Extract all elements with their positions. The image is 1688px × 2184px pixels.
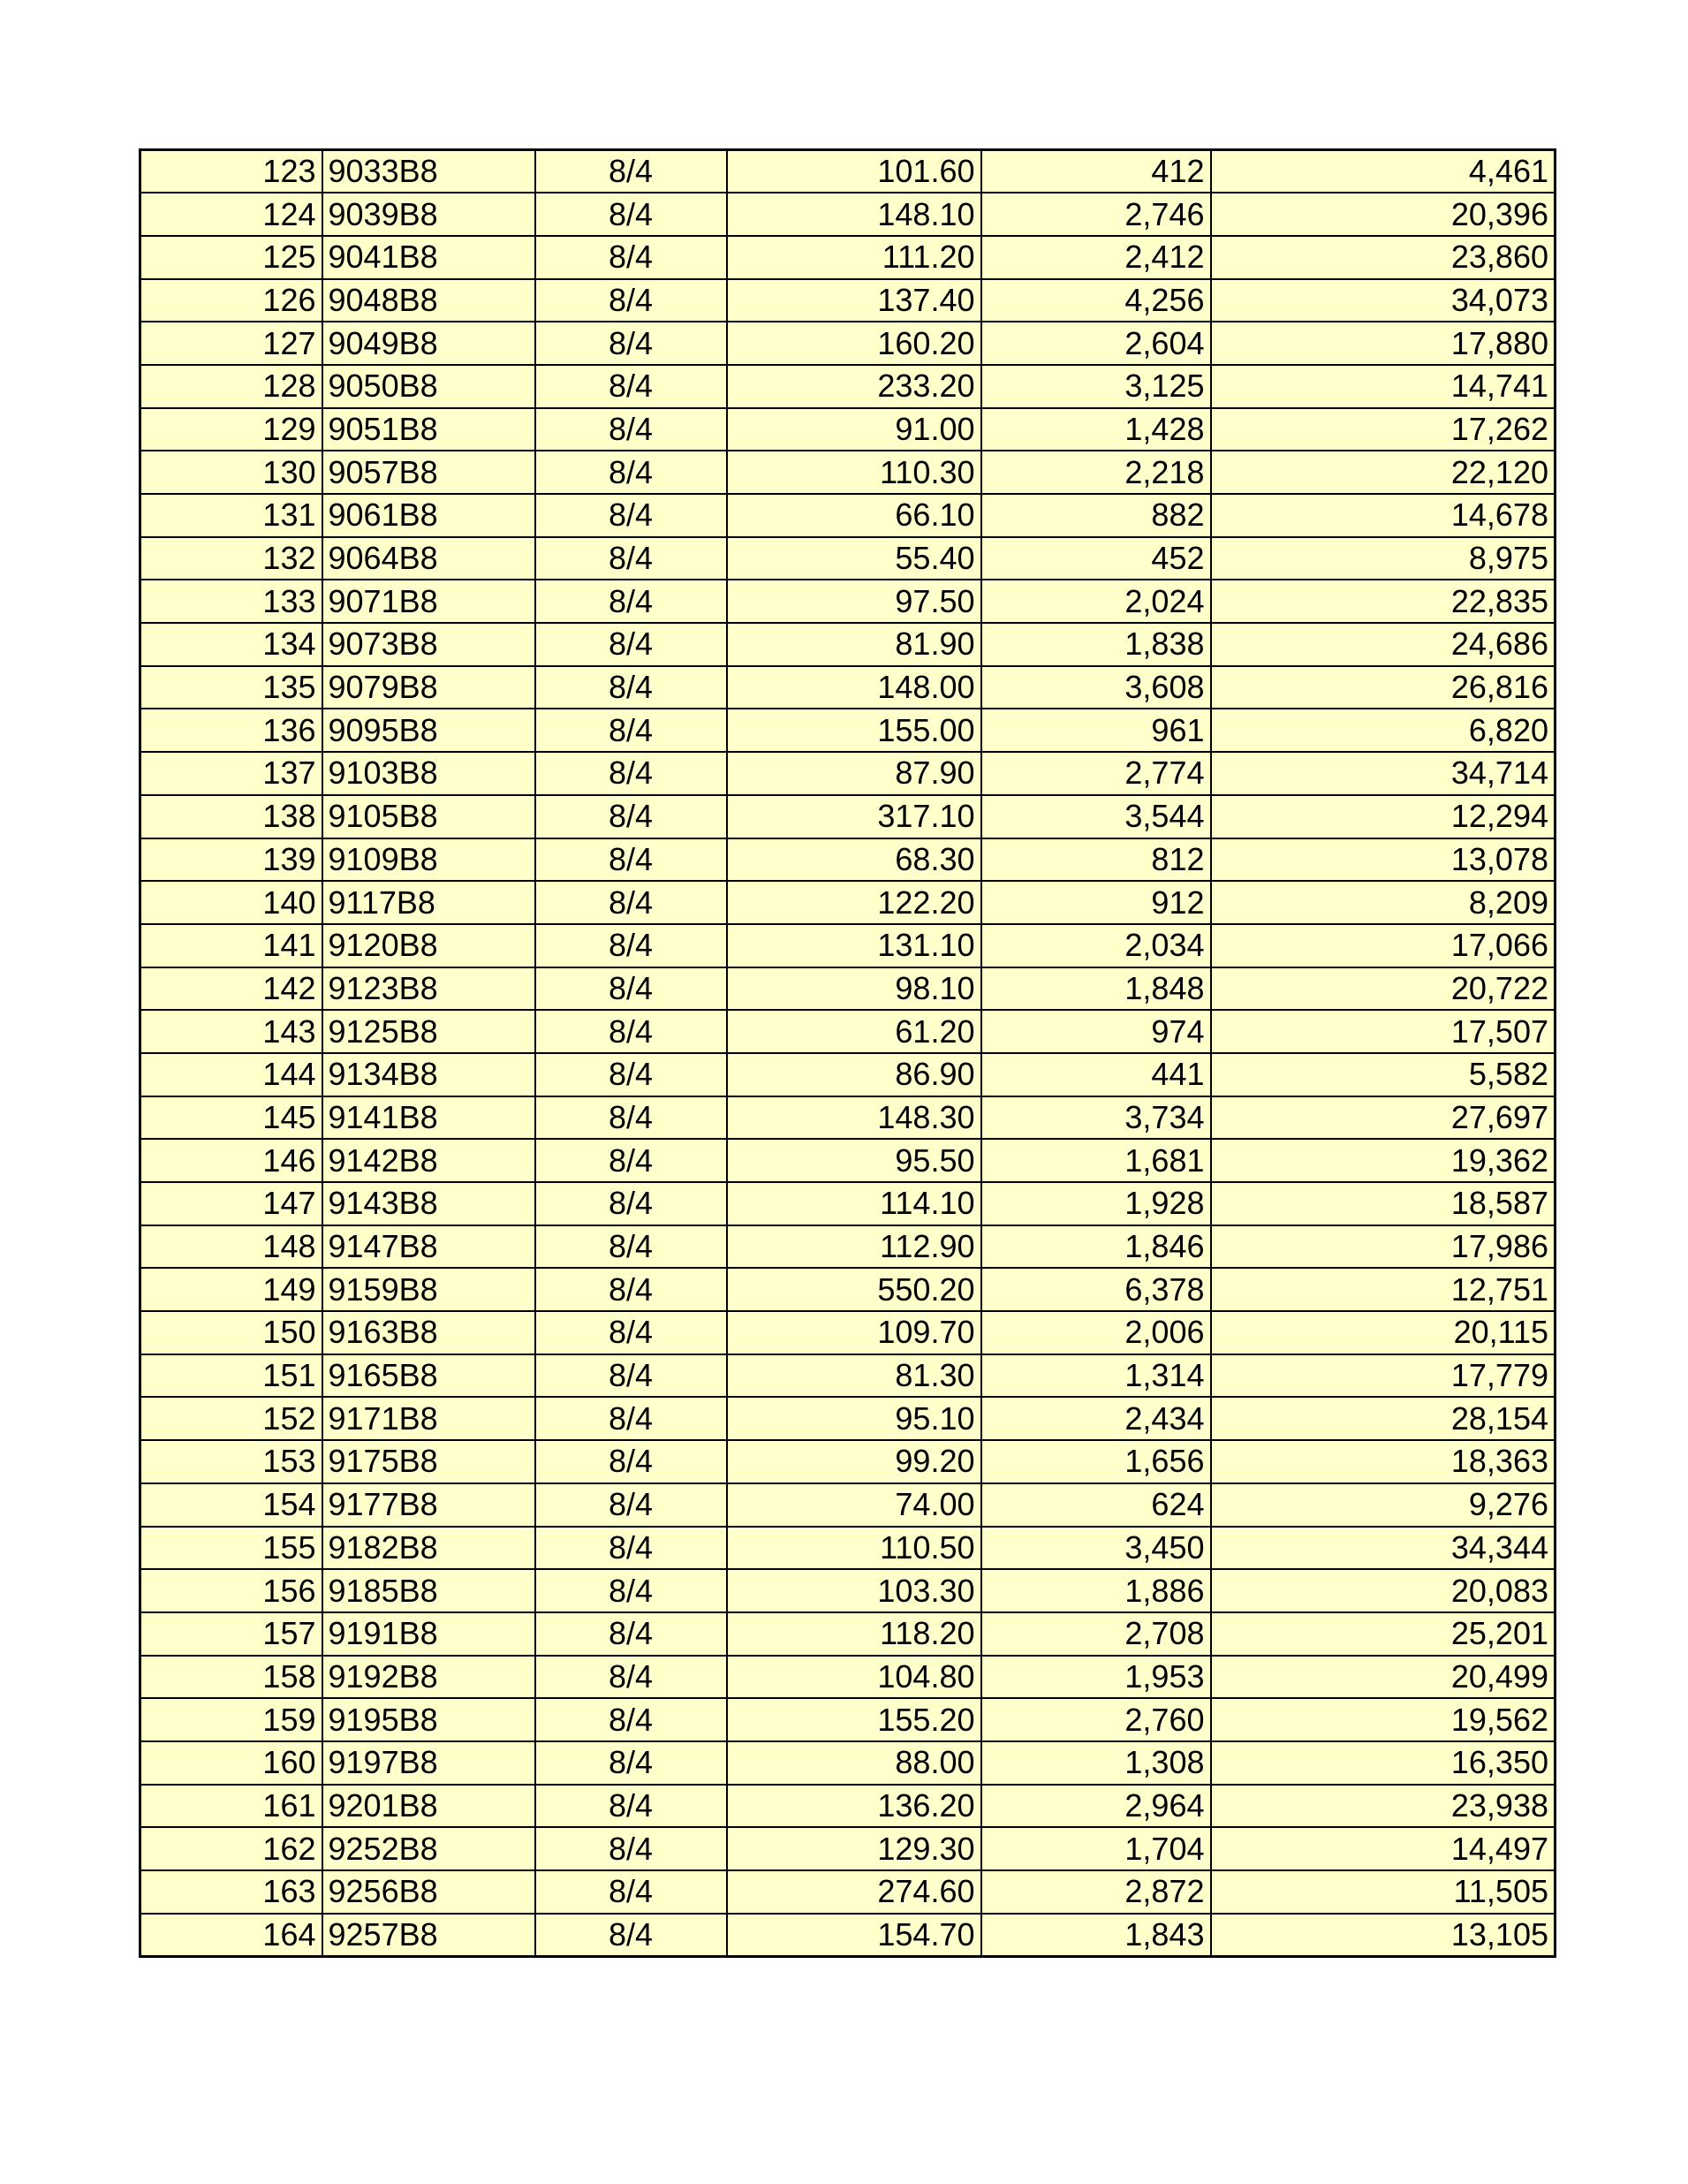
table-row (140, 709, 1556, 752)
table-row (140, 1182, 1556, 1225)
row-index-cell: 163 (140, 1870, 322, 1914)
item-code-cell: 9143B8 (322, 1182, 535, 1225)
value-2-cell: 2,746 (981, 193, 1211, 236)
table-row (140, 1569, 1556, 1612)
grade-cell: 8/4 (535, 1698, 727, 1741)
grade-cell: 8/4 (535, 1440, 727, 1483)
item-code-cell: 9109B8 (322, 838, 535, 882)
value-2-cell: 2,034 (981, 924, 1211, 967)
row-index-cell: 159 (140, 1698, 322, 1741)
grade-cell: 8/4 (535, 193, 727, 236)
value-2-cell: 6,378 (981, 1268, 1211, 1311)
value-3-cell: 34,714 (1211, 752, 1556, 795)
value-2-cell: 3,734 (981, 1096, 1211, 1140)
grade-cell: 8/4 (535, 1053, 727, 1096)
value-3-cell: 25,201 (1211, 1612, 1556, 1656)
row-index-cell: 133 (140, 580, 322, 623)
value-3-cell: 13,078 (1211, 838, 1556, 882)
row-index-cell: 131 (140, 494, 322, 537)
item-code-cell: 9252B8 (322, 1827, 535, 1870)
item-code-cell: 9050B8 (322, 365, 535, 408)
value-2-cell: 1,953 (981, 1656, 1211, 1699)
row-index-cell: 141 (140, 924, 322, 967)
grade-cell: 8/4 (535, 1010, 727, 1053)
row-index-cell: 123 (140, 150, 322, 193)
item-code-cell: 9182B8 (322, 1527, 535, 1570)
row-index-cell: 127 (140, 322, 322, 365)
item-code-cell: 9134B8 (322, 1053, 535, 1096)
table-body (140, 150, 1556, 1957)
grade-cell: 8/4 (535, 1483, 727, 1527)
value-2-cell: 1,928 (981, 1182, 1211, 1225)
grade-cell: 8/4 (535, 1914, 727, 1957)
value-3-cell: 18,363 (1211, 1440, 1556, 1483)
grade-cell: 8/4 (535, 1612, 727, 1656)
item-code-cell: 9048B8 (322, 279, 535, 322)
value-2-cell: 1,838 (981, 623, 1211, 666)
table-row (140, 881, 1556, 924)
value-2-cell: 441 (981, 1053, 1211, 1096)
value-2-cell: 1,846 (981, 1225, 1211, 1269)
grade-cell: 8/4 (535, 1354, 727, 1398)
value-2-cell: 2,708 (981, 1612, 1211, 1656)
grade-cell: 8/4 (535, 150, 727, 193)
item-code-cell: 9165B8 (322, 1354, 535, 1398)
row-index-cell: 132 (140, 537, 322, 580)
row-index-cell: 144 (140, 1053, 322, 1096)
data-table (139, 148, 1556, 1958)
value-1-cell: 97.50 (727, 580, 981, 623)
item-code-cell: 9120B8 (322, 924, 535, 967)
grade-cell: 8/4 (535, 537, 727, 580)
table-row (140, 537, 1556, 580)
value-3-cell: 34,344 (1211, 1527, 1556, 1570)
item-code-cell: 9142B8 (322, 1139, 535, 1182)
value-2-cell: 1,656 (981, 1440, 1211, 1483)
grade-cell: 8/4 (535, 322, 727, 365)
table-row (140, 236, 1556, 279)
table-row (140, 322, 1556, 365)
grade-cell: 8/4 (535, 1139, 727, 1182)
table-row (140, 795, 1556, 838)
item-code-cell: 9061B8 (322, 494, 535, 537)
grade-cell: 8/4 (535, 1311, 727, 1354)
item-code-cell: 9041B8 (322, 236, 535, 279)
value-3-cell: 20,115 (1211, 1311, 1556, 1354)
value-3-cell: 5,582 (1211, 1053, 1556, 1096)
item-code-cell: 9103B8 (322, 752, 535, 795)
row-index-cell: 135 (140, 666, 322, 709)
value-2-cell: 452 (981, 537, 1211, 580)
row-index-cell: 124 (140, 193, 322, 236)
value-3-cell: 19,362 (1211, 1139, 1556, 1182)
grade-cell: 8/4 (535, 967, 727, 1011)
item-code-cell: 9071B8 (322, 580, 535, 623)
value-3-cell: 17,779 (1211, 1354, 1556, 1398)
value-3-cell: 14,741 (1211, 365, 1556, 408)
table-row (140, 1741, 1556, 1785)
table-row (140, 1527, 1556, 1570)
value-1-cell: 160.20 (727, 322, 981, 365)
table-row (140, 1311, 1556, 1354)
value-1-cell: 233.20 (727, 365, 981, 408)
row-index-cell: 148 (140, 1225, 322, 1269)
table-row (140, 1397, 1556, 1440)
value-3-cell: 14,678 (1211, 494, 1556, 537)
grade-cell: 8/4 (535, 838, 727, 882)
grade-cell: 8/4 (535, 1785, 727, 1828)
value-3-cell: 24,686 (1211, 623, 1556, 666)
row-index-cell: 134 (140, 623, 322, 666)
value-3-cell: 22,120 (1211, 451, 1556, 494)
value-1-cell: 137.40 (727, 279, 981, 322)
grade-cell: 8/4 (535, 1527, 727, 1570)
row-index-cell: 137 (140, 752, 322, 795)
value-2-cell: 3,450 (981, 1527, 1211, 1570)
value-1-cell: 118.20 (727, 1612, 981, 1656)
value-2-cell: 1,704 (981, 1827, 1211, 1870)
row-index-cell: 161 (140, 1785, 322, 1828)
row-index-cell: 129 (140, 408, 322, 451)
grade-cell: 8/4 (535, 666, 727, 709)
table-row (140, 1612, 1556, 1656)
value-2-cell: 2,760 (981, 1698, 1211, 1741)
value-2-cell: 2,412 (981, 236, 1211, 279)
value-2-cell: 2,218 (981, 451, 1211, 494)
item-code-cell: 9117B8 (322, 881, 535, 924)
item-code-cell: 9064B8 (322, 537, 535, 580)
value-3-cell: 26,816 (1211, 666, 1556, 709)
grade-cell: 8/4 (535, 408, 727, 451)
value-3-cell: 23,860 (1211, 236, 1556, 279)
row-index-cell: 154 (140, 1483, 322, 1527)
value-1-cell: 86.90 (727, 1053, 981, 1096)
table-row (140, 1656, 1556, 1699)
item-code-cell: 9195B8 (322, 1698, 535, 1741)
table-row (140, 150, 1556, 193)
item-code-cell: 9057B8 (322, 451, 535, 494)
value-2-cell: 2,964 (981, 1785, 1211, 1828)
grade-cell: 8/4 (535, 1225, 727, 1269)
row-index-cell: 146 (140, 1139, 322, 1182)
value-1-cell: 136.20 (727, 1785, 981, 1828)
value-3-cell: 20,083 (1211, 1569, 1556, 1612)
table-row (140, 924, 1556, 967)
value-2-cell: 2,774 (981, 752, 1211, 795)
item-code-cell: 9256B8 (322, 1870, 535, 1914)
value-3-cell: 9,276 (1211, 1483, 1556, 1527)
value-1-cell: 98.10 (727, 967, 981, 1011)
value-1-cell: 155.00 (727, 709, 981, 752)
value-1-cell: 55.40 (727, 537, 981, 580)
value-3-cell: 12,751 (1211, 1268, 1556, 1311)
value-2-cell: 1,681 (981, 1139, 1211, 1182)
item-code-cell: 9177B8 (322, 1483, 535, 1527)
value-1-cell: 155.20 (727, 1698, 981, 1741)
value-1-cell: 131.10 (727, 924, 981, 967)
row-index-cell: 136 (140, 709, 322, 752)
row-index-cell: 140 (140, 881, 322, 924)
grade-cell: 8/4 (535, 795, 727, 838)
table-row (140, 193, 1556, 236)
table-row (140, 1225, 1556, 1269)
grade-cell: 8/4 (535, 279, 727, 322)
grade-cell: 8/4 (535, 1870, 727, 1914)
grade-cell: 8/4 (535, 365, 727, 408)
value-3-cell: 17,066 (1211, 924, 1556, 967)
grade-cell: 8/4 (535, 709, 727, 752)
value-1-cell: 550.20 (727, 1268, 981, 1311)
value-3-cell: 14,497 (1211, 1827, 1556, 1870)
row-index-cell: 160 (140, 1741, 322, 1785)
table-row (140, 1827, 1556, 1870)
row-index-cell: 139 (140, 838, 322, 882)
value-3-cell: 17,507 (1211, 1010, 1556, 1053)
item-code-cell: 9201B8 (322, 1785, 535, 1828)
item-code-cell: 9191B8 (322, 1612, 535, 1656)
value-1-cell: 87.90 (727, 752, 981, 795)
value-1-cell: 99.20 (727, 1440, 981, 1483)
value-2-cell: 812 (981, 838, 1211, 882)
value-3-cell: 12,294 (1211, 795, 1556, 838)
value-3-cell: 23,938 (1211, 1785, 1556, 1828)
value-1-cell: 74.00 (727, 1483, 981, 1527)
item-code-cell: 9175B8 (322, 1440, 535, 1483)
value-1-cell: 109.70 (727, 1311, 981, 1354)
item-code-cell: 9079B8 (322, 666, 535, 709)
row-index-cell: 145 (140, 1096, 322, 1140)
value-1-cell: 317.10 (727, 795, 981, 838)
table-row (140, 1010, 1556, 1053)
row-index-cell: 151 (140, 1354, 322, 1398)
item-code-cell: 9185B8 (322, 1569, 535, 1612)
value-3-cell: 18,587 (1211, 1182, 1556, 1225)
value-2-cell: 961 (981, 709, 1211, 752)
item-code-cell: 9141B8 (322, 1096, 535, 1140)
item-code-cell: 9073B8 (322, 623, 535, 666)
value-1-cell: 148.10 (727, 193, 981, 236)
row-index-cell: 130 (140, 451, 322, 494)
row-index-cell: 157 (140, 1612, 322, 1656)
value-1-cell: 114.10 (727, 1182, 981, 1225)
table-row (140, 408, 1556, 451)
item-code-cell: 9095B8 (322, 709, 535, 752)
value-3-cell: 13,105 (1211, 1914, 1556, 1957)
value-1-cell: 95.10 (727, 1397, 981, 1440)
value-2-cell: 2,006 (981, 1311, 1211, 1354)
row-index-cell: 158 (140, 1656, 322, 1699)
value-3-cell: 4,461 (1211, 150, 1556, 193)
value-1-cell: 110.50 (727, 1527, 981, 1570)
value-3-cell: 17,986 (1211, 1225, 1556, 1269)
value-2-cell: 3,125 (981, 365, 1211, 408)
value-1-cell: 148.30 (727, 1096, 981, 1140)
grade-cell: 8/4 (535, 580, 727, 623)
value-3-cell: 34,073 (1211, 279, 1556, 322)
value-1-cell: 91.00 (727, 408, 981, 451)
value-2-cell: 2,024 (981, 580, 1211, 623)
value-2-cell: 1,843 (981, 1914, 1211, 1957)
item-code-cell: 9125B8 (322, 1010, 535, 1053)
item-code-cell: 9123B8 (322, 967, 535, 1011)
table-row (140, 1698, 1556, 1741)
value-1-cell: 66.10 (727, 494, 981, 537)
value-1-cell: 274.60 (727, 1870, 981, 1914)
grade-cell: 8/4 (535, 1096, 727, 1140)
value-1-cell: 81.90 (727, 623, 981, 666)
value-3-cell: 6,820 (1211, 709, 1556, 752)
table-row (140, 752, 1556, 795)
grade-cell: 8/4 (535, 1656, 727, 1699)
table-row (140, 1785, 1556, 1828)
value-2-cell: 1,848 (981, 967, 1211, 1011)
item-code-cell: 9051B8 (322, 408, 535, 451)
value-2-cell: 2,604 (981, 322, 1211, 365)
table-row (140, 1053, 1556, 1096)
value-1-cell: 103.30 (727, 1569, 981, 1612)
grade-cell: 8/4 (535, 1827, 727, 1870)
table-row (140, 580, 1556, 623)
value-2-cell: 4,256 (981, 279, 1211, 322)
row-index-cell: 150 (140, 1311, 322, 1354)
value-1-cell: 68.30 (727, 838, 981, 882)
table-row (140, 1268, 1556, 1311)
row-index-cell: 143 (140, 1010, 322, 1053)
item-code-cell: 9171B8 (322, 1397, 535, 1440)
value-1-cell: 148.00 (727, 666, 981, 709)
item-code-cell: 9257B8 (322, 1914, 535, 1957)
row-index-cell: 138 (140, 795, 322, 838)
grade-cell: 8/4 (535, 1268, 727, 1311)
value-2-cell: 1,314 (981, 1354, 1211, 1398)
value-3-cell: 19,562 (1211, 1698, 1556, 1741)
value-1-cell: 122.20 (727, 881, 981, 924)
value-1-cell: 101.60 (727, 150, 981, 193)
value-3-cell: 20,499 (1211, 1656, 1556, 1699)
table-row (140, 1440, 1556, 1483)
grade-cell: 8/4 (535, 494, 727, 537)
value-2-cell: 412 (981, 150, 1211, 193)
table-row (140, 1483, 1556, 1527)
value-2-cell: 1,886 (981, 1569, 1211, 1612)
row-index-cell: 128 (140, 365, 322, 408)
value-3-cell: 8,209 (1211, 881, 1556, 924)
value-2-cell: 3,608 (981, 666, 1211, 709)
item-code-cell: 9163B8 (322, 1311, 535, 1354)
table-row (140, 494, 1556, 537)
table-row (140, 279, 1556, 322)
value-2-cell: 912 (981, 881, 1211, 924)
table-row (140, 623, 1556, 666)
value-3-cell: 20,396 (1211, 193, 1556, 236)
item-code-cell: 9159B8 (322, 1268, 535, 1311)
row-index-cell: 153 (140, 1440, 322, 1483)
table-row (140, 967, 1556, 1011)
value-3-cell: 8,975 (1211, 537, 1556, 580)
row-index-cell: 147 (140, 1182, 322, 1225)
grade-cell: 8/4 (535, 1397, 727, 1440)
row-index-cell: 125 (140, 236, 322, 279)
grade-cell: 8/4 (535, 1741, 727, 1785)
grade-cell: 8/4 (535, 623, 727, 666)
grade-cell: 8/4 (535, 1569, 727, 1612)
row-index-cell: 162 (140, 1827, 322, 1870)
row-index-cell: 156 (140, 1569, 322, 1612)
value-1-cell: 104.80 (727, 1656, 981, 1699)
value-2-cell: 1,428 (981, 408, 1211, 451)
row-index-cell: 152 (140, 1397, 322, 1440)
value-2-cell: 1,308 (981, 1741, 1211, 1785)
item-code-cell: 9039B8 (322, 193, 535, 236)
table-row (140, 1096, 1556, 1140)
value-2-cell: 3,544 (981, 795, 1211, 838)
row-index-cell: 142 (140, 967, 322, 1011)
table-row (140, 1139, 1556, 1182)
table-row (140, 838, 1556, 882)
value-2-cell: 974 (981, 1010, 1211, 1053)
value-1-cell: 110.30 (727, 451, 981, 494)
table-row (140, 1870, 1556, 1914)
value-3-cell: 27,697 (1211, 1096, 1556, 1140)
table-row (140, 666, 1556, 709)
value-3-cell: 22,835 (1211, 580, 1556, 623)
value-1-cell: 95.50 (727, 1139, 981, 1182)
value-2-cell: 2,872 (981, 1870, 1211, 1914)
grade-cell: 8/4 (535, 1182, 727, 1225)
row-index-cell: 164 (140, 1914, 322, 1957)
grade-cell: 8/4 (535, 451, 727, 494)
item-code-cell: 9105B8 (322, 795, 535, 838)
item-code-cell: 9147B8 (322, 1225, 535, 1269)
grade-cell: 8/4 (535, 752, 727, 795)
value-3-cell: 20,722 (1211, 967, 1556, 1011)
value-3-cell: 16,350 (1211, 1741, 1556, 1785)
value-3-cell: 11,505 (1211, 1870, 1556, 1914)
row-index-cell: 126 (140, 279, 322, 322)
item-code-cell: 9033B8 (322, 150, 535, 193)
item-code-cell: 9049B8 (322, 322, 535, 365)
value-1-cell: 88.00 (727, 1741, 981, 1785)
row-index-cell: 149 (140, 1268, 322, 1311)
table-row (140, 1914, 1556, 1957)
item-code-cell: 9192B8 (322, 1656, 535, 1699)
table-row (140, 451, 1556, 494)
value-1-cell: 154.70 (727, 1914, 981, 1957)
grade-cell: 8/4 (535, 924, 727, 967)
grade-cell: 8/4 (535, 236, 727, 279)
value-2-cell: 2,434 (981, 1397, 1211, 1440)
value-1-cell: 112.90 (727, 1225, 981, 1269)
item-code-cell: 9197B8 (322, 1741, 535, 1785)
value-1-cell: 61.20 (727, 1010, 981, 1053)
value-1-cell: 111.20 (727, 236, 981, 279)
table-row (140, 365, 1556, 408)
value-3-cell: 17,262 (1211, 408, 1556, 451)
value-1-cell: 129.30 (727, 1827, 981, 1870)
value-3-cell: 28,154 (1211, 1397, 1556, 1440)
value-2-cell: 882 (981, 494, 1211, 537)
row-index-cell: 155 (140, 1527, 322, 1570)
table-row (140, 1354, 1556, 1398)
grade-cell: 8/4 (535, 881, 727, 924)
value-1-cell: 81.30 (727, 1354, 981, 1398)
value-2-cell: 624 (981, 1483, 1211, 1527)
value-3-cell: 17,880 (1211, 322, 1556, 365)
